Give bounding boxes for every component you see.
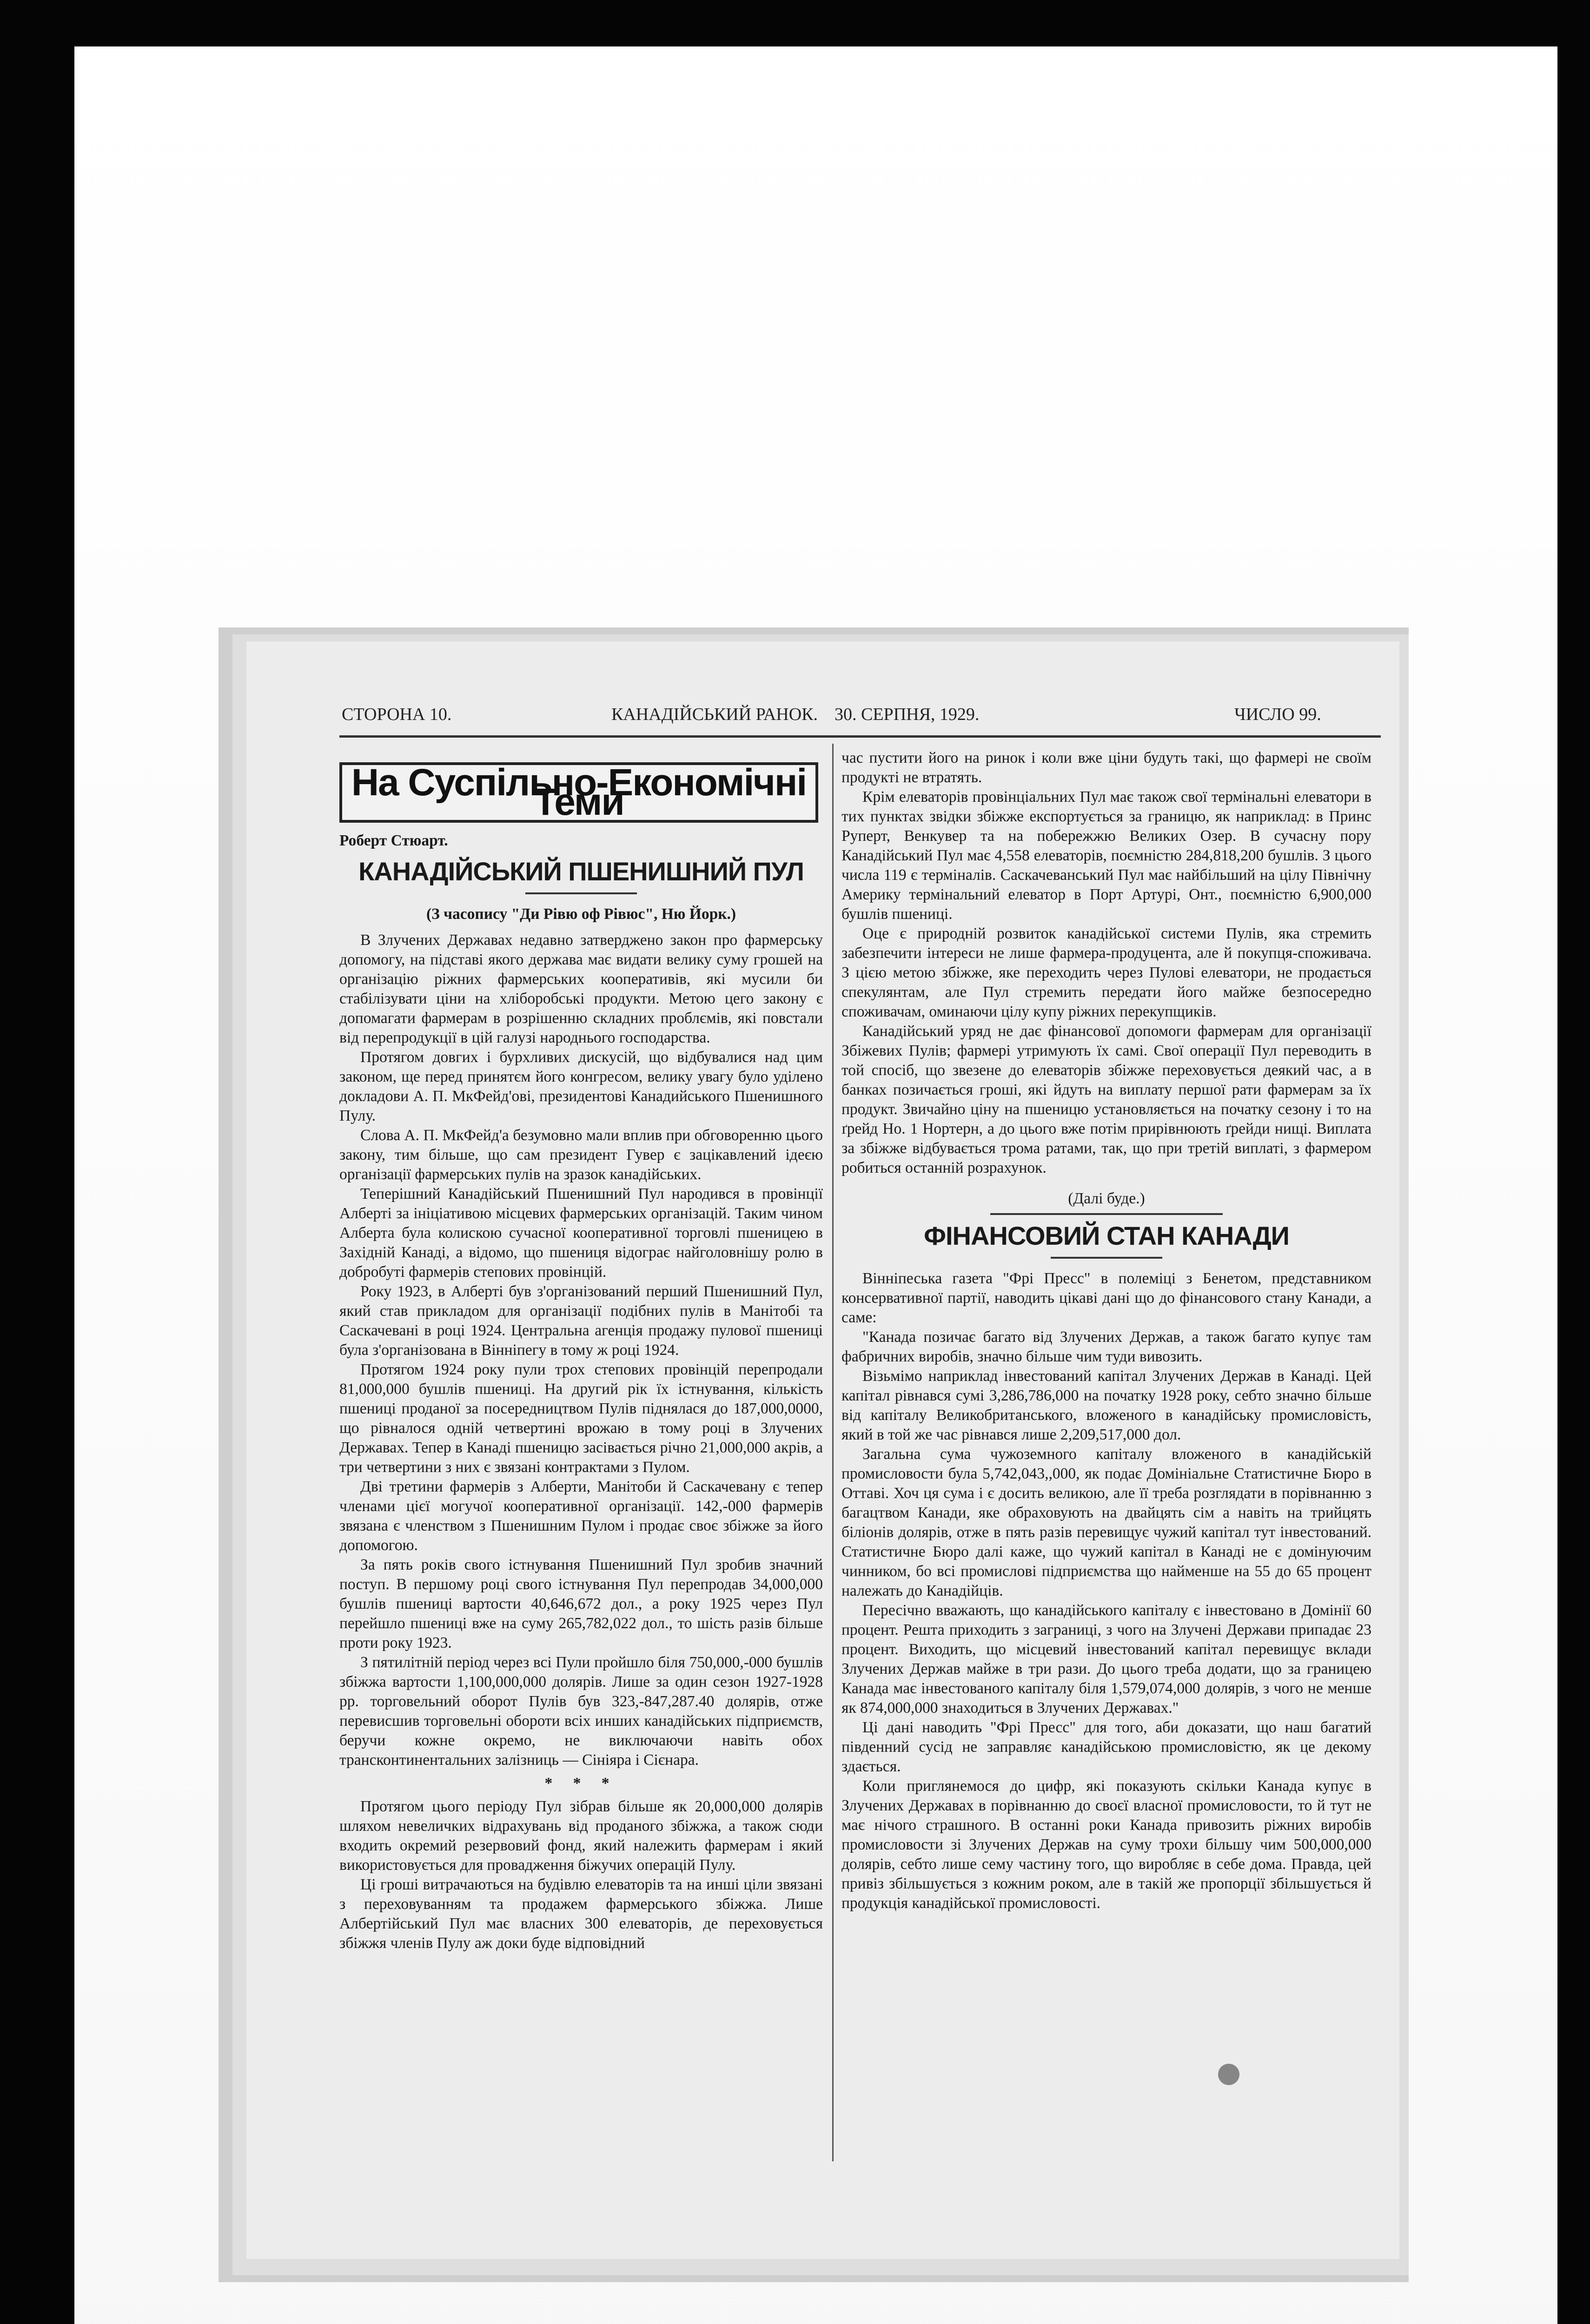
article-separator xyxy=(990,1213,1223,1215)
paragraph: За пять років свого істнування Пшенишний Пул зробив значний поступ. В першому році свого істнування Пул перепродав 34,000,000 бушлів пшениці вартости 40,646,672 дол., а року 1925 через Пул перейшло пшениці вже на суму 265,782,022 дол., то шість разів більше проти року 1923. xyxy=(339,1556,823,1651)
paragraph: Протягом 1924 року пули трох степових провінцій перепродали 81,000,000 бушлів пшениці. На другий рік їх істнування, кількість пшениці проданої за посередництвом Пулів піднялася до 187,000,0000, що рівналося одній четвертині врожаю в тому році в Злучених Державах. Тепер в Канаді пшеницю засівається річно 21,000,000 акрів, а три четвертини з них є звязані контрактами з Пулом. xyxy=(339,1361,823,1476)
paragraph: Протягом цього періоду Пул зібрав більше як 20,000,000 долярів шляхом невеличких відрахувань від проданого збіжжа, а також сюди входить окремий резервовий фонд, який належить фармерам і який використовується для провадження біжучих операцій Пулу. xyxy=(339,1798,823,1874)
newspaper-name: КАНАДІЙСЬКИЙ РАНОК. xyxy=(611,705,818,724)
paragraph: Канадійський уряд не дає фінансової допомоги фармерам для організації Збіжевих Пулів; фармері утримують їх самі. Свої операції Пул переводить в той спосіб, що звезене до елеваторів збіжже переховується деякий час, а в банках позичається гроші, які йдуть на виплату першої рати фармерам за їх продукт. Звичайно ціну на пшеницю установляється на початку сезону і то на ґрейд Но. 1 Нортерн, а до цього вже потім прирівнюють ґрейди нищі. Виплата за збіжже відбувається трома ратами, так, що при третій виплаті, з фармером робиться останній розрахунок. xyxy=(841,1023,1371,1176)
paragraph: Теперішний Канадійський Пшенишний Пул народився в провінції Алберті за ініціативою місцевих фармерських організацій. Таким чином Алберта була колискою сучасної кооперативної торговлі пшеницею в Західній Канаді, а відомо, що пшениця відограє найголовнішу ролю в добробуті фармерів степових провінцій. xyxy=(339,1185,823,1281)
paragraph: Пересічно вважають, що канадійського капіталу є інвестовано в Домінії 60 процент. Решта приходить з заграниці, з чого на Злучені Держави припадає 23 процент. Виходить, що місцевий інвестований капітал перевищує вклади Злучених Держав майже в три рази. До цього треба додати, що за границею Канада має інвестованого капіталу біля 1,579,074,000 долярів, з чого не менше як 874,000,000 знаходиться в Злучених Державах." xyxy=(841,1602,1371,1717)
continued-note: (Далі буде.) xyxy=(1068,1190,1145,1207)
paragraph: Крім елеваторів провінціальних Пул має також свої термінальні елеватори в тих пунктах звідки збіжже експортується за границю, як наприклад: в Принс Руперт, Венкувер та на побережжю Великих Озер. В сучасну пору Канадійський Пул має 4,558 елеваторів, поємністю 284,818,200 бушлів. З цього числа 119 є терміналів. Саскачеванський Пул має найбільший на цілу Північну Америку термінальний елеватор в Порт Артурі, Онт., поємністю 6,900,000 бушлів пшениці. xyxy=(841,788,1371,923)
paragraph: Протягом довгих і бурхливих дискусій, що відбувалися над цим законом, ще перед принятєм його конгресом, велику увагу було уділено докладови А. П. МкФейд'ові, президентові Канадийського Пшенишного Пулу. xyxy=(339,1049,823,1124)
title-rule xyxy=(1051,1257,1162,1259)
article-source: (З часопису "Ди Рівю оф Рівюс", Ню Йорк.) xyxy=(426,905,736,923)
article-author: Роберт Стюарт. xyxy=(339,832,448,849)
right-column xyxy=(841,748,1371,1913)
title-rule xyxy=(525,892,637,894)
paragraph: Слова А. П. МкФейд'а безумовно мали вплив при обговоренню цього закону, тим більше, що сам президент Гувер є зацікавлений ідеєю організації фармерських пулів на зразок канадійських. xyxy=(339,1127,823,1183)
section-separator: * * * xyxy=(544,1775,618,1792)
paragraph: "Канада позичає багато від Злучених Держав, а також багато купує там фабричних виробів, значно більше чим туди вивозить. xyxy=(841,1328,1371,1365)
paragraph: З пятилітній період через всі Пули пройшло біля 750,000,-000 бушлів збіжжа вартости 1,100,000,000 долярів. Лише за один сезон 1927-1928 рр. торговельний оборот Пулів був 323,-847,287.40 долярів, отже перевисшив торговельні обороти всіх инших канадійських підприємств, беручи кожне окремо, не виключаючи навіть обох трансконтинентальних залізниць — Сініяра і Сієнара. xyxy=(339,1654,823,1769)
page-header xyxy=(342,704,1378,732)
left-column xyxy=(339,762,823,1953)
paragraph: Загальна сума чужоземного капіталу вложеного в канадійській промисловости була 5,742,043,,000, як подає Домініальне Статистичне Бюро в Оттаві. Хоч ця сума і є досить великою, але її треба розглядати в порівнанню з багацтвом Канади, яке обраховують на двайцять сім а навіть на трийцять біліонів долярів, отже в пять разів перевищує чужий капітал тут інвестований. Статистичне Бюро далі каже, що чужий капітал в Канаді не є домінуючим чинником, бо всі промислові підприємства що найменше на 55 до 65 процент належать до Канадійців. xyxy=(841,1446,1371,1599)
ink-blot xyxy=(1218,2064,1239,2085)
paragraph: час пустити його на ринок і коли вже ціни будуть такі, що фармері не своїм продукті не втратять. xyxy=(841,749,1371,786)
paragraph: Оце є природній розвиток канадійської системи Пулів, яка стремить забезпечити інтереси не лише фармера-продуцента, але й покупця-споживача. З цією метою збіжже, яке переходить через Пулові елеватори, не продається спекулянтам, але Пул стремить передати його майже безпосередно споживачам, оминаючи цілу купу ріжних перекупщиків. xyxy=(841,925,1371,1020)
column-divider xyxy=(832,744,834,2161)
paragraph: Ці дані наводить "Фрі Пресс" для того, аби доказати, що наш багатий південний сусід не заправляє канадійською промисловістю, як це декому здається. xyxy=(841,1719,1371,1775)
paragraph: В Злучених Державах недавно затверджено закон про фармерську допомогу, на підставі якого держава має видати велику суму грошей на організацію ріжних фармерських кооперативів, які мусили би стабілізувати ціни на хліборобські продукти. Метою цего закону є допомагати фармерам в розрішенню складних проблємів, які повстали від перепродукції в цій галузі народнього господарства. xyxy=(339,931,823,1046)
paragraph: Вінніпеська газета "Фрі Пресс" в полеміці з Бенетом, представником консервативної партії, наводить цікаві дані що до фінансового стану Канади, а саме: xyxy=(841,1270,1371,1326)
header-rule xyxy=(339,735,1381,738)
paragraph: Року 1923, в Алберті був з'організований перший Пшенишний Пул, який став прикладом для організації подібних пулів в Манітобі та Саскачевані в році 1924. Центральна агенція продажу пулової пшениці була з'організована в Вінніпегу в тому ж році 1924. xyxy=(339,1283,823,1359)
issue-number: ЧИСЛО 99. xyxy=(1234,705,1321,724)
paragraph: Ці гроші витрачаються на будівлю елеваторів та на инші ціли звязані з переховуванням та продажем фармерського збіжжа. Лише Албертійський Пул має власних 300 елеваторів, де переховується збіжжя членів Пулу аж доки буде відповідний xyxy=(339,1876,823,1952)
paragraph: Дві третини фармерів з Алберти, Манітоби й Саскачевану є тепер членами цієї могучої кооперативної організації. 142,-000 фармерів звязана є членством з Пшенишним Пулом і продає своє збіжже за його допомогою. xyxy=(339,1478,823,1554)
page-number: СТОРОНА 10. xyxy=(342,705,452,724)
paragraph: Коли приглянемося до цифр, які показують скільки Канада купує в Злучених Державах в порівнанню до своєї власної промисловости, то й тут не має нічого страшного. В останні роки Канада привозить ріжних виробів промисловости зі Злучених Держав на суму трохи більшу чим 500,000,000 долярів, себто лише сему частину того, що виробляє в себе дома. Правда, цей привіз збільшується з кожним роком, але в такій же пропорції збільшується й продукція канадійської промисловості. xyxy=(841,1777,1371,1912)
paragraph: Візьмімо наприклад інвестований капітал Злучених Держав в Канаді. Цей капітал рівнався сумі 3,286,786,000 на початку 1928 року, себто значно більше від капіталу Великобританського, вложеного в канадійську промисловість, який в той же час рівнався лише 2,209,517,000 дол. xyxy=(841,1367,1371,1443)
article-title-2: ФІНАНСОВИЙ СТАН КАНАДИ xyxy=(924,1221,1289,1250)
issue-date: 30. СЕРПНЯ, 1929. xyxy=(835,705,980,724)
section-banner: На Суспільно-Економічні Теми xyxy=(339,762,818,823)
article-title: КАНАДІЙСЬКИЙ ПШЕНИШНИЙ ПУЛ xyxy=(358,857,804,886)
